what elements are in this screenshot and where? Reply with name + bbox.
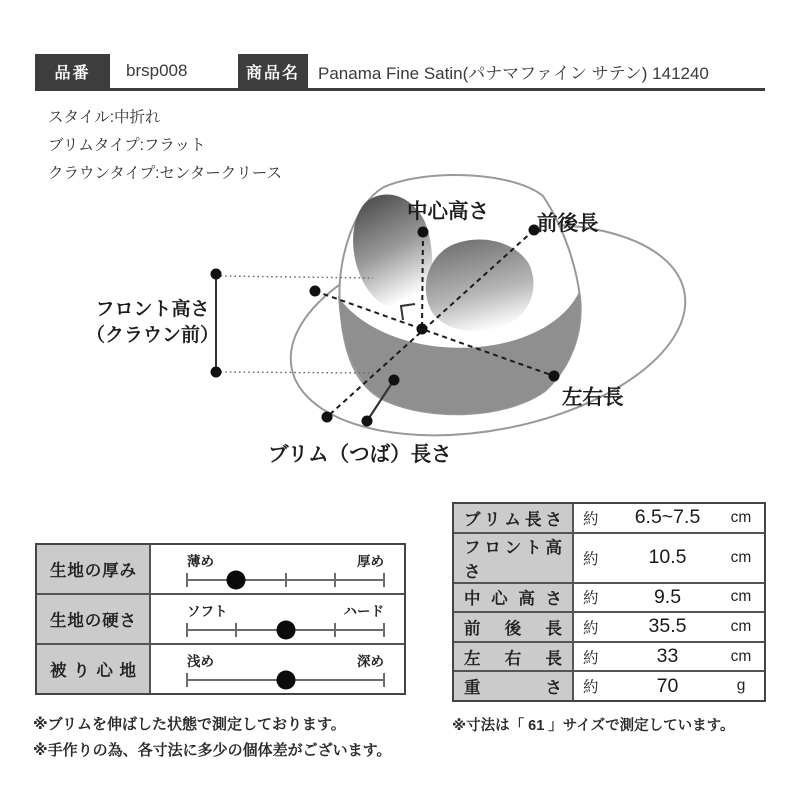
product-name-value: Panama Fine Satin(パナマファイン サテン) 141240 — [318, 63, 709, 83]
dot-band-bottom — [389, 375, 400, 386]
slider-tick — [186, 623, 188, 637]
measure-unit: cm — [730, 548, 752, 566]
slider-track — [187, 572, 384, 588]
approx-text: 約 — [583, 619, 599, 637]
slider-min-label: ソフト — [187, 604, 228, 619]
slider-max-label: ハード — [343, 604, 384, 619]
measure-label: 重さ — [464, 679, 562, 698]
item-number-value: brsp008 — [126, 61, 188, 80]
label-brim-length: ブリム（つば）長さ — [268, 443, 452, 466]
slider-track — [187, 672, 384, 688]
dot-bracket-top — [211, 269, 222, 280]
label-front-back-length: 前後長 — [537, 212, 599, 235]
footnote-brim: ※ブリムを伸ばした状態で測定しております。 — [33, 716, 346, 733]
footnotes-left — [33, 712, 391, 764]
dot-brim-left — [310, 286, 321, 297]
slider-track — [187, 622, 384, 638]
slider-row-thickness — [37, 545, 404, 593]
label-front-height-line2: （クラウン前） — [85, 325, 219, 346]
slider-min-label: 薄め — [187, 554, 214, 569]
measure-label: フロント高さ — [464, 538, 562, 581]
approx-text: 約 — [583, 590, 599, 608]
measure-label: 中心高さ — [464, 590, 562, 609]
slider-row-stiffness — [37, 593, 404, 643]
approx-text: 約 — [583, 649, 599, 667]
item-number-tag: 品番 — [35, 54, 110, 88]
measure-unit: g — [736, 677, 746, 695]
dot-brim-front — [322, 412, 333, 423]
spec-crown-type: クラウンタイプ:センタークリース — [48, 165, 283, 182]
measure-value: 70 — [656, 674, 679, 697]
label-front-height — [80, 297, 225, 349]
measure-value: 35.5 — [648, 615, 687, 638]
slider-dot — [227, 571, 246, 590]
fabric-property-table — [35, 543, 406, 695]
slider-label: 生地の硬さ — [50, 612, 136, 630]
table-row — [454, 532, 764, 582]
slider-tick — [186, 673, 188, 687]
approx-text: 約 — [583, 679, 599, 697]
slider-tick — [186, 573, 188, 587]
label-center-height: 中心高さ — [407, 200, 489, 223]
product-name-tag: 商品名 — [238, 54, 308, 88]
footnote-size: ※寸法は「 61 」サイズで測定しています。 — [452, 718, 735, 734]
slider-label: 被り心地 — [50, 662, 136, 680]
slider-min-label: 浅め — [187, 654, 214, 669]
spec-brim-type: ブリムタイプ:フラット — [48, 137, 206, 154]
table-row — [454, 670, 764, 700]
crown-dent — [426, 239, 534, 331]
table-row — [454, 611, 764, 641]
dot-bracket-bottom — [211, 367, 222, 378]
slider-tick — [383, 623, 385, 637]
table-row — [454, 582, 764, 612]
slider-tick — [334, 573, 336, 587]
measure-label: 左右長 — [464, 649, 562, 668]
measure-value: 9.5 — [653, 585, 682, 608]
measure-unit: cm — [730, 647, 752, 665]
dot-crown-center — [417, 324, 428, 335]
dot-left-right — [549, 371, 560, 382]
slider-max-label: 厚め — [357, 554, 384, 569]
slider-dot — [276, 621, 295, 640]
measure-unit: cm — [730, 617, 752, 635]
measure-value: 33 — [656, 645, 679, 668]
measure-label: ブリム長さ — [464, 510, 562, 529]
slider-label: 生地の厚み — [50, 562, 136, 580]
measure-unit: cm — [730, 588, 752, 606]
approx-text: 約 — [583, 550, 599, 568]
slider-tick — [235, 623, 237, 637]
slider-tick — [285, 573, 287, 587]
spec-style: スタイル:中折れ — [48, 109, 161, 126]
measurement-table — [452, 502, 766, 702]
label-front-height-line1: フロント高さ — [95, 299, 210, 320]
measure-value: 6.5~7.5 — [634, 506, 701, 529]
dot-center-height-top — [418, 227, 429, 238]
footnote-handmade: ※手作りの為、各寸法に多少の個体差がございます。 — [33, 742, 392, 759]
slider-tick — [383, 673, 385, 687]
slider-tick — [334, 623, 336, 637]
slider-tick — [383, 573, 385, 587]
label-left-right-length: 左右長 — [562, 386, 624, 409]
measure-unit: cm — [730, 508, 752, 526]
measure-value: 10.5 — [648, 546, 687, 569]
table-row — [454, 641, 764, 671]
measure-label: 前後長 — [464, 619, 562, 638]
slider-row-fit — [37, 643, 404, 693]
approx-text: 約 — [583, 510, 599, 528]
slider-dot — [276, 671, 295, 690]
dot-brim-edge — [362, 416, 373, 427]
slider-max-label: 深め — [357, 654, 384, 669]
table-row — [454, 504, 764, 532]
